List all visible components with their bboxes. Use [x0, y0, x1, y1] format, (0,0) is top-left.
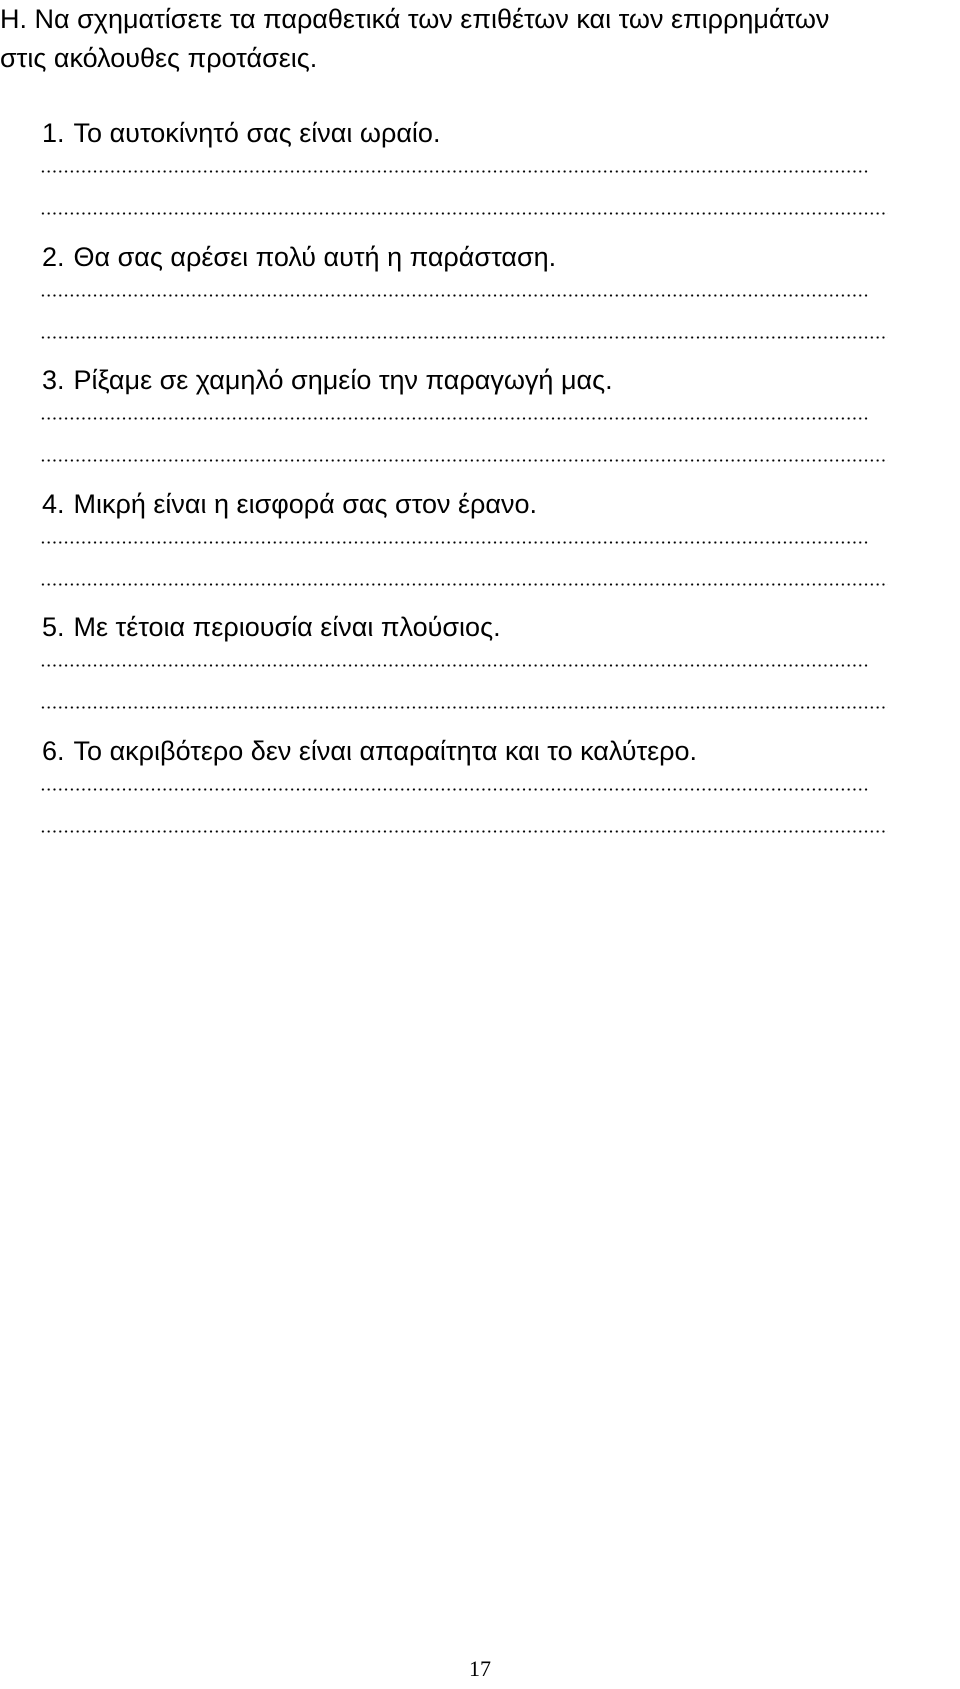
exercise-text: Μικρή είναι η εισφορά σας στον έρανο. [73, 488, 538, 519]
exercise-item [0, 608, 960, 732]
answer-line[interactable] [40, 664, 870, 667]
exercise-text: Με τέτοια περιουσία είναι πλούσιος. [73, 612, 501, 643]
answer-line[interactable] [40, 336, 888, 339]
answer-line[interactable] [40, 830, 888, 833]
exercise-sentence [42, 114, 440, 152]
page-number: 17 [469, 1656, 491, 1681]
exercise-text: Το αυτοκίνητό σας είναι ωραίο. [73, 118, 441, 148]
answer-line[interactable] [40, 459, 888, 462]
exercise-list [0, 114, 960, 856]
exercise-item [0, 485, 960, 609]
answer-line[interactable] [40, 294, 870, 297]
answer-line[interactable] [40, 417, 870, 420]
answer-line[interactable] [40, 706, 888, 709]
exercise-sentence [42, 361, 613, 399]
answer-line[interactable] [40, 170, 870, 173]
exercise-sentence [42, 238, 556, 276]
exercise-number: 6. [42, 735, 65, 766]
exercise-text: Ρίξαμε σε χαμηλό σημείο την παραγωγή μας. [73, 365, 613, 396]
exercise-item [0, 238, 960, 362]
exercise-heading [0, 0, 960, 78]
exercise-sentence [42, 732, 697, 770]
exercise-number: 5. [42, 612, 65, 643]
exercise-sentence [42, 485, 537, 523]
answer-line[interactable] [40, 583, 888, 586]
heading-line-2: στις ακόλουθες προτάσεις. [0, 43, 318, 73]
heading-line-1: Η. Να σχηματίσετε τα παραθετικά των επιθέτων και των επιρρημάτων [0, 4, 830, 34]
answer-line[interactable] [40, 212, 888, 215]
answer-line[interactable] [40, 541, 870, 544]
exercise-text: Θα σας αρέσει πολύ αυτή η παράσταση. [73, 241, 557, 272]
exercise-text: Το ακριβότερο δεν είναι απαραίτητα και το καλύτερο. [73, 735, 698, 766]
exercise-number: 4. [42, 488, 65, 519]
exercise-item [0, 114, 960, 238]
exercise-item [0, 361, 960, 485]
exercise-number: 3. [42, 365, 65, 396]
exercise-sentence [42, 608, 501, 646]
exercise-number: 2. [42, 241, 65, 272]
exercise-number: 1. [42, 118, 65, 148]
answer-line[interactable] [40, 788, 870, 791]
exercise-item [0, 732, 960, 856]
